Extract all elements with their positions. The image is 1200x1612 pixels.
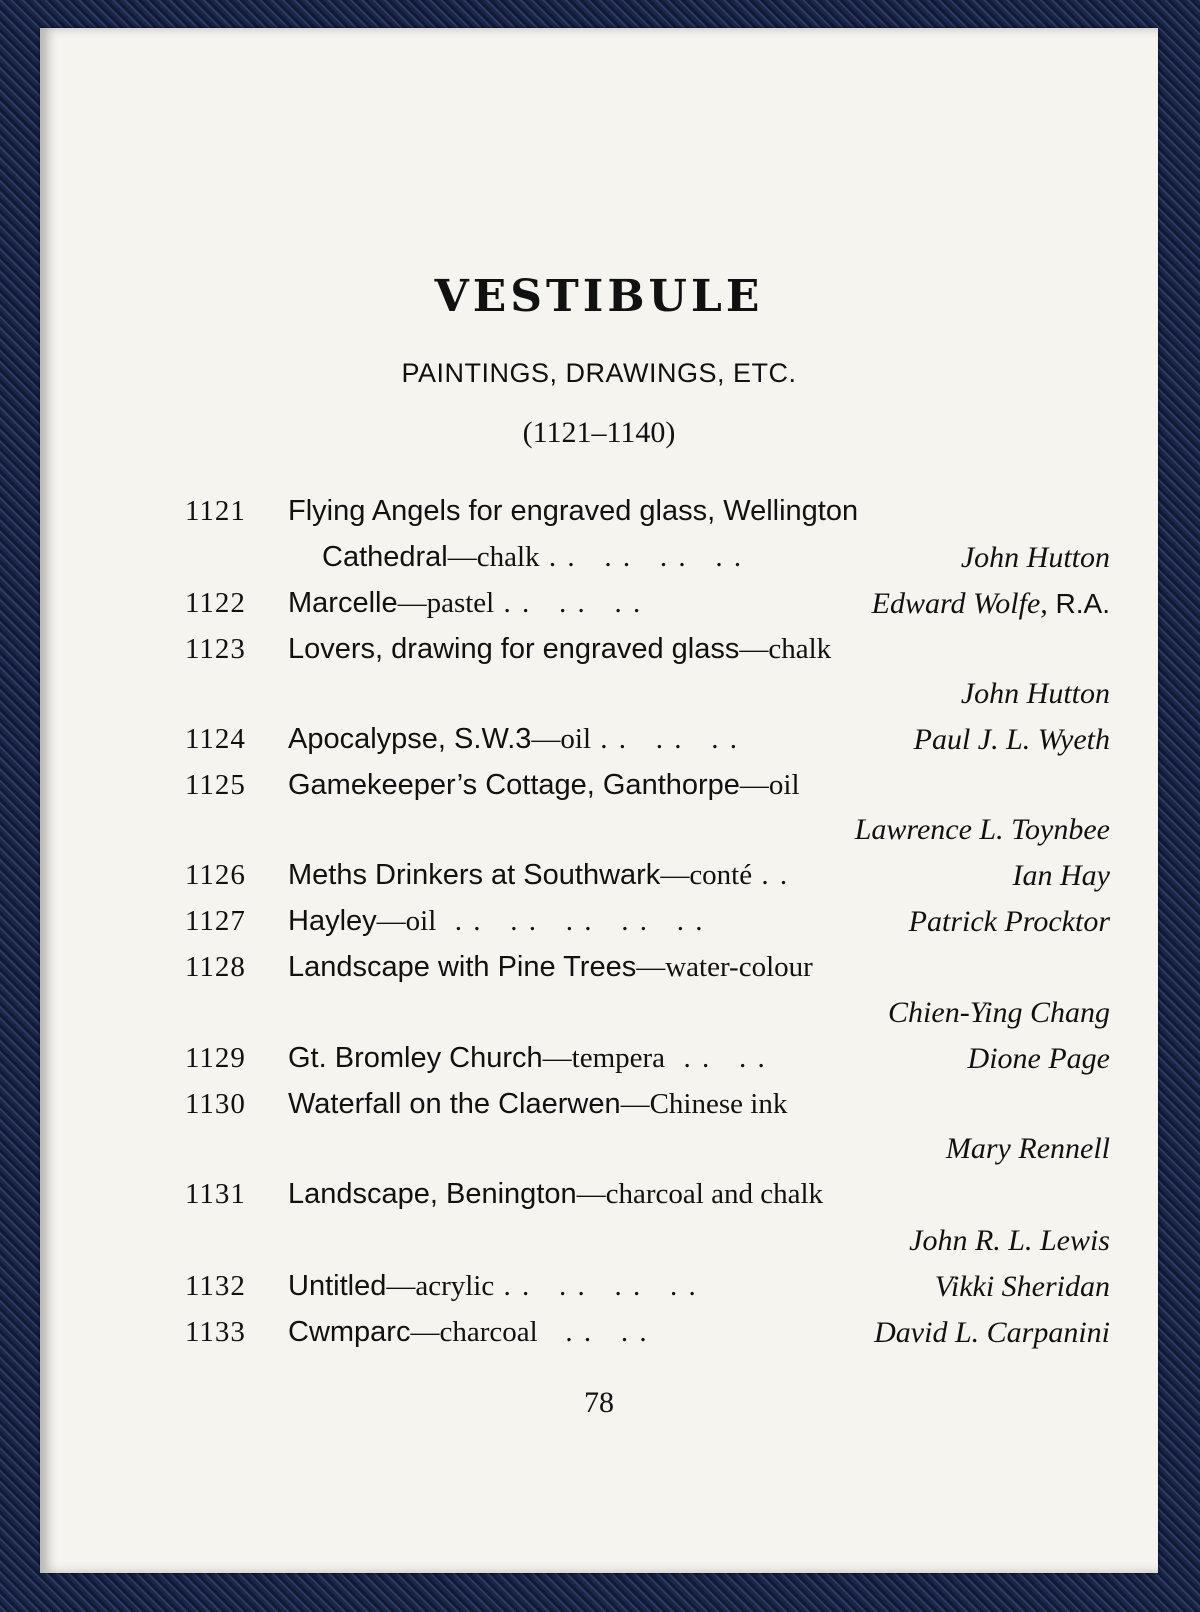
entry-artist: Patrick Procktor [908, 905, 1110, 938]
artist-honour: R.A. [1047, 588, 1110, 619]
leader-dots: . . [752, 859, 790, 891]
catalogue-range: (1121–1140) [522, 416, 676, 449]
entry-title: Untitled [288, 1270, 387, 1302]
entry-artist: Vikki Sheridan [934, 1270, 1110, 1303]
leader-dots: . . . . . . [591, 723, 740, 755]
entry-number: 1128 [185, 951, 246, 983]
entry-artist: Dione Page [967, 1042, 1110, 1075]
entry-medium: —Chinese ink [620, 1088, 788, 1120]
entry-title: Apocalypse, S.W.3 [288, 723, 532, 755]
catalogue-entry-continuation [40, 813, 1158, 853]
leader-dots: . . . . [537, 1316, 649, 1348]
entry-title: Landscape with Pine Trees [288, 951, 637, 983]
entry-number: 1127 [185, 905, 246, 937]
entry-title: Hayley [288, 905, 377, 937]
entry-number: 1121 [185, 495, 246, 527]
catalogue-entry [40, 905, 1158, 945]
entry-artist: Lawrence L. Toynbee [854, 813, 1110, 846]
entry-number: 1129 [185, 1042, 246, 1074]
entry-artist: David L. Carpanini [874, 1316, 1110, 1349]
catalogue-entry [40, 1178, 1158, 1218]
entry-artist: John Hutton [960, 677, 1110, 710]
catalogue-entry [40, 951, 1158, 991]
entry-title: Marcelle [288, 587, 398, 619]
entry-title: Lovers, drawing for engraved glass [288, 633, 740, 665]
entry-number: 1130 [185, 1088, 246, 1120]
entry-medium: —chalk [739, 633, 832, 665]
entry-number: 1122 [185, 587, 246, 619]
entry-artist: John Hutton [960, 541, 1110, 574]
entry-title: Meths Drinkers at Southwark [288, 859, 661, 891]
entry-number: 1131 [185, 1178, 246, 1210]
entry-title: Gamekeeper’s Cottage, Ganthorpe [288, 769, 740, 801]
entry-title: Cwmparc [288, 1316, 411, 1348]
catalogue-entry [40, 495, 1158, 535]
page-number: 78 [584, 1386, 614, 1419]
entry-medium: —acrylic [386, 1270, 495, 1302]
entry-number: 1124 [185, 723, 246, 755]
entry-title: Waterfall on the Claerwen [288, 1088, 621, 1120]
entry-medium: —charcoal and chalk [576, 1178, 824, 1210]
entry-number: 1133 [185, 1316, 246, 1348]
entry-title: Gt. Bromley Church [288, 1042, 543, 1074]
catalogue-entry [40, 1270, 1158, 1310]
catalogue-entry [40, 1042, 1158, 1082]
catalogue-entry [40, 1316, 1158, 1356]
catalogue-page [40, 28, 1158, 1573]
catalogue-entry [40, 723, 1158, 763]
entry-medium: —charcoal [410, 1316, 538, 1348]
entry-medium: —pastel [397, 587, 495, 619]
entry-number: 1125 [185, 769, 246, 801]
entry-medium: —tempera [542, 1042, 666, 1074]
entry-medium: —oil [531, 723, 592, 755]
entry-title: Flying Angels for engraved glass, Wellington [288, 495, 859, 527]
catalogue-entry [40, 769, 1158, 809]
entry-number: 1123 [185, 633, 246, 665]
entry-number: 1126 [185, 859, 246, 891]
leader-dots: . . . . . . . . . . [436, 905, 705, 937]
entry-medium: —oil [376, 905, 437, 937]
entry-artist: Mary Rennell [945, 1132, 1110, 1165]
leader-dots: . . . . [665, 1042, 767, 1074]
entry-artist: Edward Wolfe, [871, 587, 1048, 620]
page-title: VESTIBULE [434, 271, 764, 322]
catalogue-entry-continuation [40, 996, 1158, 1036]
catalogue-entry-continuation [40, 541, 1158, 581]
leader-dots: . . . . . . . . [494, 1270, 698, 1302]
catalogue-entry [40, 1088, 1158, 1128]
entry-medium: —water-colour [636, 951, 813, 983]
entry-medium: —conté [660, 859, 753, 891]
entry-title: Landscape, Benington [288, 1178, 577, 1210]
entry-artist: John R. L. Lewis [909, 1224, 1110, 1257]
leader-dots: . . . . . . [494, 587, 643, 619]
catalogue-entry-continuation [40, 1132, 1158, 1172]
catalogue-entry [40, 633, 1158, 673]
entry-artist: Paul J. L. Wyeth [913, 723, 1110, 756]
catalogue-entry [40, 587, 1158, 627]
leader-dots: . . . . . . . . [539, 541, 744, 573]
entry-title: Cathedral [322, 541, 448, 573]
entry-artist: Ian Hay [1012, 859, 1110, 892]
entry-medium: —chalk [447, 541, 540, 573]
entry-artist: Chien-Ying Chang [888, 996, 1110, 1029]
entry-number: 1132 [185, 1270, 246, 1302]
section-subtitle: PAINTINGS, DRAWINGS, ETC. [401, 358, 797, 388]
catalogue-entry-continuation [40, 677, 1158, 717]
catalogue-entry-continuation [40, 1224, 1158, 1264]
catalogue-entry [40, 859, 1158, 899]
entry-medium: —oil [739, 769, 800, 801]
